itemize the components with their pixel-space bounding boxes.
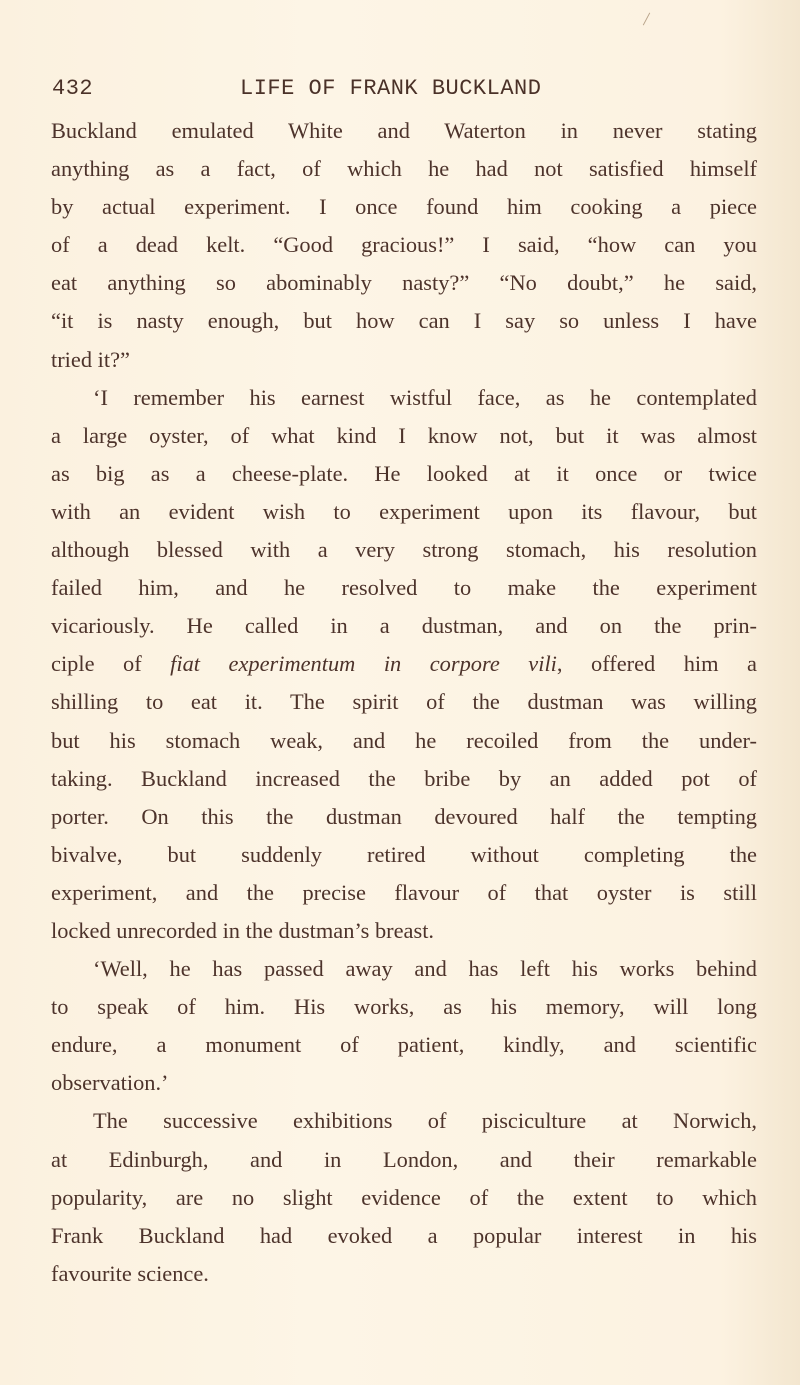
text-line-with-latin (51, 645, 757, 683)
text-line: as big as a cheese-plate. He looked at it once or twice (51, 460, 757, 486)
paragraph-2 (51, 379, 757, 950)
text-fragment: , offered him a (556, 651, 757, 677)
text-line: locked unrecorded in the dustman’s breast. (51, 917, 435, 943)
text-line: tried it?” (51, 346, 130, 372)
text-line: experiment, and the precise flavour of that oyster is still (51, 879, 757, 905)
text-line: bivalve, but suddenly retired without completing the (51, 841, 757, 867)
text-line: at Edinburgh, and in London, and their remarkable (51, 1146, 757, 1172)
text-line: The successive exhibitions of pisciculture at Norwich, (93, 1108, 757, 1134)
text-line: “it is nasty enough, but how can I say so unless I have (51, 308, 757, 334)
text-line: of a dead kelt. “Good gracious!” I said, “how can you (51, 232, 757, 258)
running-title: LIFE OF FRANK BUCKLAND (240, 76, 542, 101)
text-line: but his stomach weak, and he recoiled from the under- (51, 727, 757, 753)
text-line: by actual experiment. I once found him cooking a piece (51, 194, 757, 220)
text-line: observation.’ (51, 1070, 169, 1096)
text-line: vicariously. He called in a dustman, and on the prin- (51, 613, 757, 639)
text-line: taking. Buckland increased the bribe by an added pot of (51, 765, 757, 791)
text-line: a large oyster, of what kind I know not, but it was almost (51, 422, 757, 448)
text-line: popularity, are no slight evidence of the extent to which (51, 1184, 757, 1210)
text-line: ‘I remember his earnest wistful face, as he contemplated (93, 384, 757, 410)
text-line: shilling to eat it. The spirit of the dustman was willing (51, 689, 757, 715)
text-line: endure, a monument of patient, kindly, and scientific (51, 1032, 757, 1058)
body-text (51, 112, 757, 1293)
paragraph-4 (51, 1102, 757, 1292)
text-line: porter. On this the dustman devoured half the tempting (51, 803, 757, 829)
running-header (52, 76, 757, 106)
stray-pencil-mark (643, 13, 650, 26)
latin-phrase: fiat experimentum in corpore vili (170, 651, 557, 677)
paragraph-1 (51, 112, 757, 379)
text-line: failed him, and he resolved to make the experiment (51, 575, 757, 601)
text-line: with an evident wish to experiment upon its flavour, but (51, 498, 757, 524)
text-fragment: ciple of (51, 651, 171, 677)
text-line: ‘Well, he has passed away and has left his works behind (93, 956, 757, 982)
text-line: to speak of him. His works, as his memory, will long (51, 994, 757, 1020)
text-line: eat anything so abominably nasty?” “No doubt,” he said, (51, 270, 757, 296)
text-line: Frank Buckland had evoked a popular interest in his (51, 1222, 757, 1248)
paragraph-3 (51, 950, 757, 1102)
text-line: anything as a fact, of which he had not satisfied himself (51, 156, 757, 182)
text-line: although blessed with a very strong stomach, his resolution (51, 537, 757, 563)
page-number: 432 (52, 76, 94, 101)
text-line: Buckland emulated White and Waterton in never stating (51, 118, 757, 143)
text-line: favourite science. (51, 1260, 209, 1286)
